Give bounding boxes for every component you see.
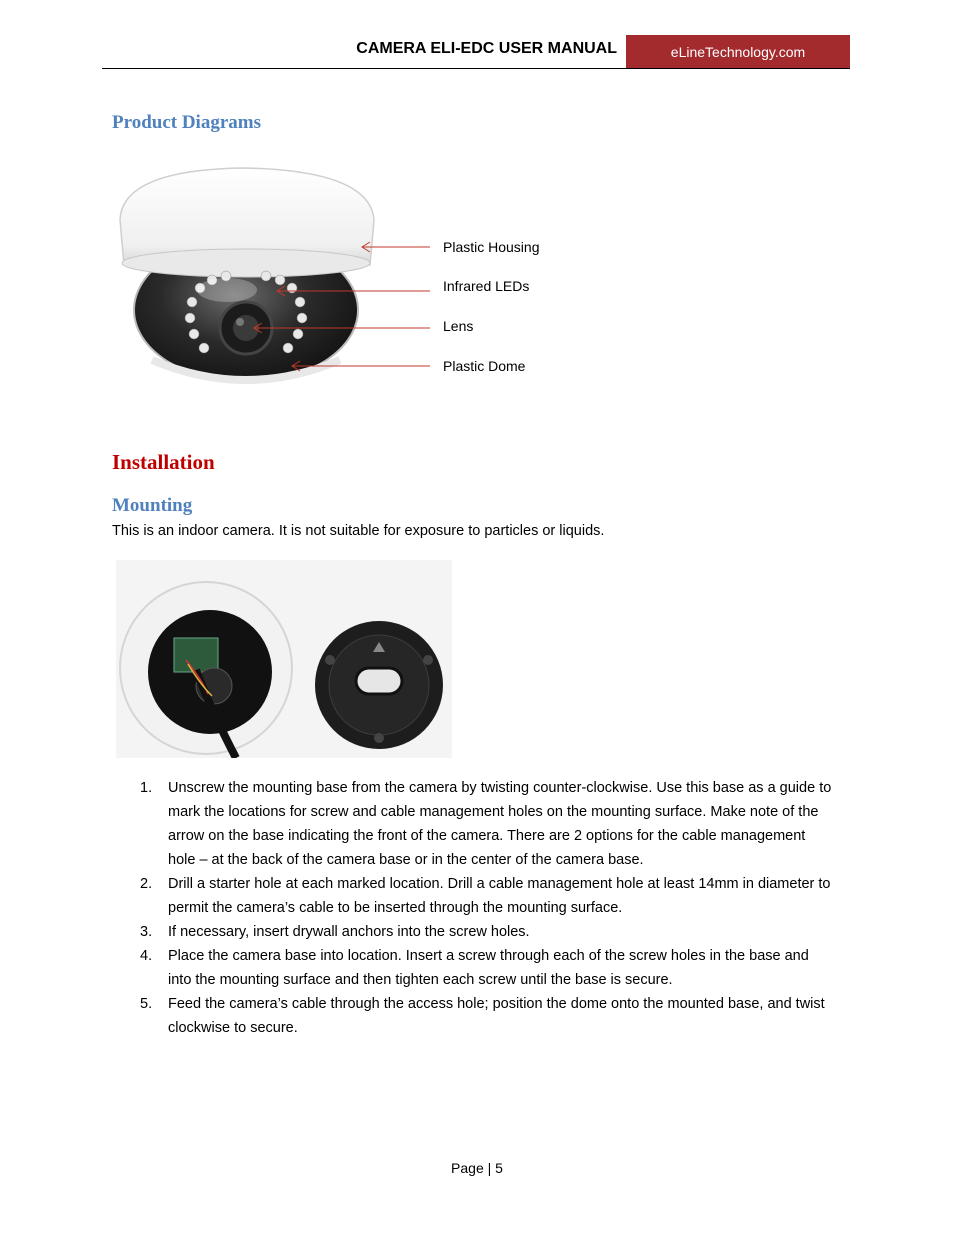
step-text: If necessary, insert drywall anchors into the screw holes. — [168, 924, 530, 940]
callout-infrared-leds: Infrared LEDs — [443, 278, 530, 294]
page-number: Page | 5 — [451, 1160, 503, 1176]
camera-image — [120, 168, 374, 382]
camera-diagram — [112, 160, 652, 400]
header-divider — [102, 68, 850, 69]
callout-plastic-housing: Plastic Housing — [443, 239, 540, 255]
section-mounting: Mounting — [112, 495, 193, 516]
step-text: Feed the camera’s cable through the access hole; position the dome onto the mounted base, and twist clockwise to secure. — [168, 996, 825, 1036]
manual-title: CAMERA ELI-EDC USER MANUAL — [356, 40, 617, 57]
list-item: 3. If necessary, insert drywall anchors into the screw holes. — [140, 924, 530, 940]
section-installation: Installation — [112, 450, 215, 474]
site-badge: eLineTechnology.com — [626, 35, 850, 68]
list-item: 2. Drill a starter hole at each marked location. Drill a cable management hole at least 14mm in diameter to permit the camera’s cable to be inserted through the mounting surface. — [140, 876, 831, 916]
callout-lens: Lens — [443, 318, 474, 334]
step-text: Place the camera base into location. Insert a screw through each of the screw holes in the base and into the mounting surface and then tighten each screw until the base is secure. — [168, 948, 809, 988]
installation-steps — [112, 776, 832, 1040]
step-text: Unscrew the mounting base from the camera by twisting counter-clockwise. Use this base as a guide to mark the locations for screw and cable management holes on the mounting surface. Make note of the arrow on the base indicating the front of the camera. There are 2 options for the cable management hole – at the back of the camera base or in the center of the camera base. — [168, 780, 832, 868]
section-product-diagrams: Product Diagrams — [112, 112, 261, 133]
mounting-intro: This is an indoor camera. It is not suitable for exposure to particles or liquids. — [112, 523, 605, 539]
step-text: Drill a starter hole at each marked location. Drill a cable management hole at least 14mm in diameter to permit the camera’s cable to be inserted through the mounting surface. — [168, 876, 831, 916]
list-item: 4. Place the camera base into location. Insert a screw through each of the screw holes in the base and into the mounting surface and then tighten each screw until the base is secure. — [140, 948, 809, 988]
list-item: 5. Feed the camera’s cable through the access hole; position the dome onto the mounted base, and twist clockwise to secure. — [140, 996, 825, 1036]
list-item: 1. Unscrew the mounting base from the camera by twisting counter-clockwise. Use this base as a guide to mark the locations for screw and cable management holes on the mounting surface. Make note of the arrow on the base indicating the front of the camera. There are 2 options for the cable management hole – at the back of the camera base or in the center of the camera base. — [140, 780, 832, 868]
callout-plastic-dome: Plastic Dome — [443, 358, 526, 374]
mounting-photo — [116, 560, 452, 758]
mounting-base-image — [315, 621, 443, 749]
